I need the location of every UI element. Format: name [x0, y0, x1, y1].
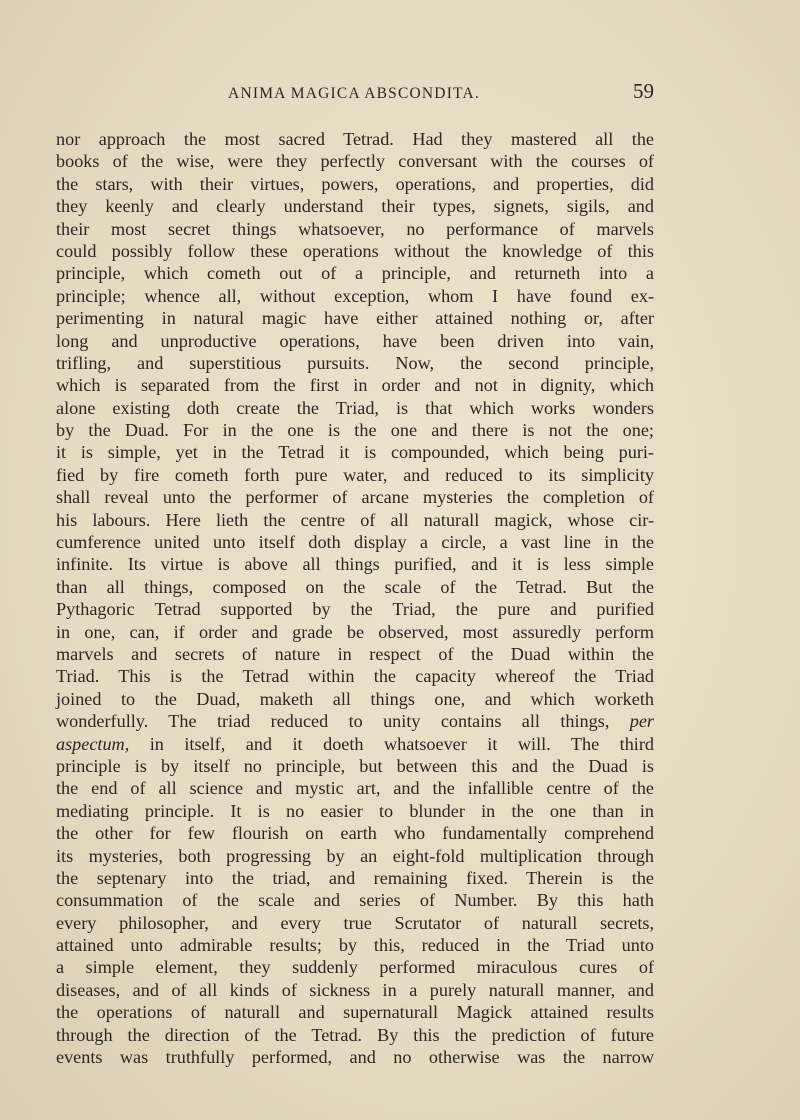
text-line: by the Duad. For in the one is the one and there is not the one; [56, 420, 654, 441]
text-line: fied by fire cometh forth pure water, and reduced to its simplicity [56, 464, 654, 485]
text-line: events was truthfully performed, and no otherwise was the narrow [56, 1047, 654, 1068]
running-head: ANIMA MAGICA ABSCONDITA. [228, 85, 480, 102]
text-line: principle is by itself no principle, but between this and the Duad is [56, 755, 654, 776]
text-line: consummation of the scale and series of Number. By this hath [56, 890, 654, 911]
text-line: the other for few flourish on earth who fundamentally comprehend [56, 823, 654, 844]
text-line: the operations of naturall and supernaturall Magick attained results [56, 1002, 654, 1023]
text-line: a simple element, they suddenly performed miraculous cures of [56, 957, 654, 978]
text-line: their most secret things whatsoever, no performance of marvels [56, 218, 654, 239]
text-line: joined to the Duad, maketh all things one, and which worketh [56, 688, 654, 709]
text-line: infinite. Its virtue is above all things purified, and it is less simple [56, 554, 654, 575]
text-line: diseases, and of all kinds of sickness in a purely naturall manner, and [56, 979, 654, 1000]
text-line: books of the wise, were they perfectly conversant with the courses of [56, 151, 654, 172]
text-line: Pythagoric Tetrad supported by the Triad, the pure and purified [56, 599, 654, 620]
text-line: than all things, composed on the scale of the Tetrad. But the [56, 576, 654, 597]
text-line: the end of all science and mystic art, and the infallible centre of the [56, 778, 654, 799]
text-line: nor approach the most sacred Tetrad. Had they mastered all the [56, 129, 654, 149]
text-line [56, 710, 654, 732]
text-line: shall reveal unto the performer of arcane mysteries the completion of [56, 487, 654, 508]
text-line: through the direction of the Tetrad. By this the prediction of future [56, 1024, 654, 1045]
text-line: its mysteries, both progressing by an eight-fold multiplication through [56, 845, 654, 866]
page-number: 59 [633, 79, 654, 103]
text-line: alone existing doth create the Triad, is that which works wonders [56, 397, 654, 418]
text-line: could possibly follow these operations without the knowledge of this [56, 240, 654, 261]
text-line: perimenting in natural magic have either attained nothing or, after [56, 308, 654, 329]
text-line: long and unproductive operations, have been driven into vain, [56, 330, 654, 351]
text-line: his labours. Here lieth the centre of all naturall magick, whose cir- [56, 509, 654, 530]
text-line: the septenary into the triad, and remaining fixed. Therein is the [56, 867, 654, 888]
text-line: attained unto admirable results; by this, reduced in the Triad unto [56, 935, 654, 956]
italic-phrase: per [629, 711, 654, 732]
text-line: they keenly and clearly understand their types, signets, sigils, and [56, 196, 654, 217]
text-line: marvels and secrets of nature in respect of the Duad within the [56, 643, 654, 664]
text-segment: in itself, and it doeth whatsoever it will. The third [149, 733, 654, 754]
text-line: it is simple, yet in the Tetrad it is compounded, which being puri- [56, 442, 654, 463]
text-line [56, 733, 654, 755]
text-line: Triad. This is the Tetrad within the capacity whereof the Triad [56, 666, 654, 687]
text-line: trifling, and superstitious pursuits. Now, the second principle, [56, 352, 654, 373]
text-line: which is separated from the first in order and not in dignity, which [56, 375, 654, 396]
body-text [56, 128, 654, 1068]
text-line: principle, which cometh out of a principle, and returneth into a [56, 263, 654, 284]
text-segment: wonderfully. The triad reduced to unity contains all things, [56, 711, 610, 732]
text-line: cumference united unto itself doth display a circle, a vast line in the [56, 532, 654, 553]
text-line: principle; whence all, without exception, whom I have found ex- [56, 285, 654, 306]
text-line: every philosopher, and every true Scrutator of naturall secrets, [56, 912, 654, 933]
italic-phrase: aspectum, [56, 733, 130, 754]
text-line: mediating principle. It is no easier to blunder in the one than in [56, 800, 654, 821]
text-line: the stars, with their virtues, powers, operations, and properties, did [56, 173, 654, 194]
text-line: in one, can, if order and grade be observed, most assuredly perform [56, 621, 654, 642]
